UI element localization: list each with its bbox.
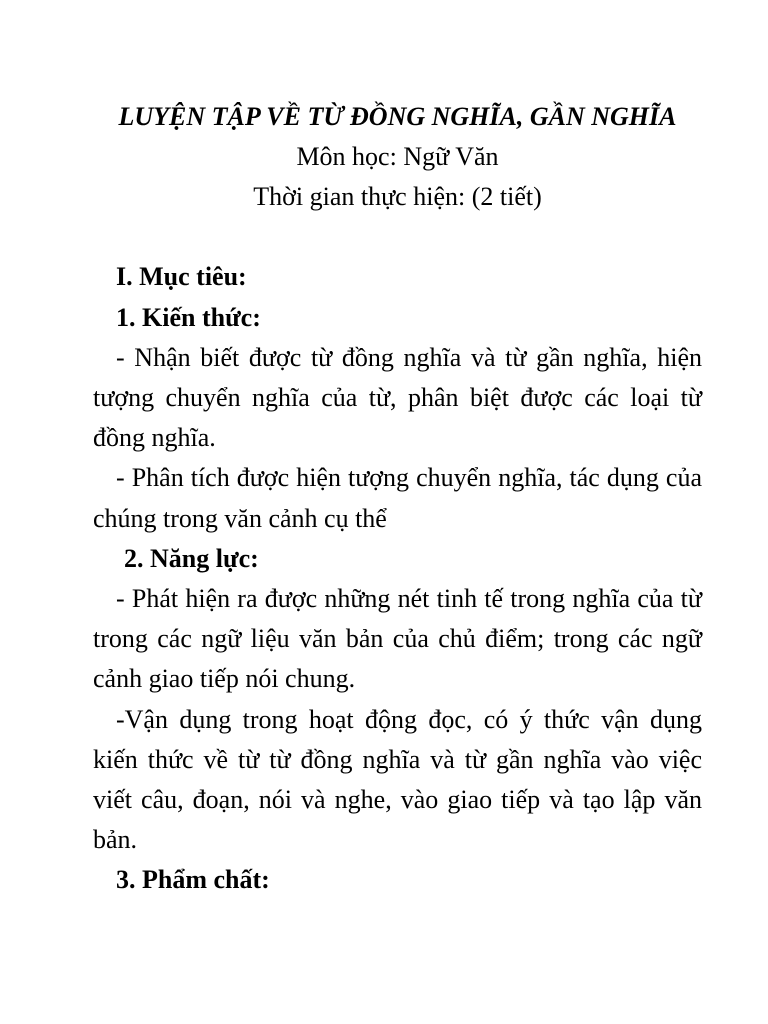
paragraph-competence-2: -Vận dụng trong hoạt động đọc, có ý thức vận dụng kiến thức về từ từ đồng nghĩa và từ gần nghĩa vào việc viết câu, đoạn, nói và nghe, vào giao tiếp và tạo lập văn bản. [93,704,702,855]
subheading-competence: 2. Năng lực: [124,543,259,573]
blank-line [93,217,702,257]
document-body [93,97,702,901]
paragraph-competence-1: - Phát hiện ra được những nét tinh tế trong nghĩa của từ trong các ngữ liệu văn bản của chủ điểm; trong các ngữ cảnh giao tiếp nói chung. [93,584,702,694]
paragraph-knowledge-1: - Nhận biết được từ đồng nghĩa và từ gần nghĩa, hiện tượng chuyển nghĩa của từ, phân biệt được các loại từ đồng nghĩa. [93,342,702,453]
duration-line: Thời gian thực hiện: (2 tiết) [253,182,542,212]
subject-line: Môn học: Ngữ Văn [296,142,499,171]
section-heading-objectives: I. Mục tiêu: [116,262,247,292]
subheading-qualities: 3. Phẩm chất: [116,865,270,895]
document-title: LUYỆN TẬP VỀ TỪ ĐỒNG NGHĨA, GẦN NGHĨA [118,102,677,131]
subheading-knowledge: 1. Kiến thức: [116,302,261,332]
paragraph-knowledge-2: - Phân tích được hiện tượng chuyển nghĩa, tác dụng của chúng trong văn cảnh cụ thể [93,463,702,533]
